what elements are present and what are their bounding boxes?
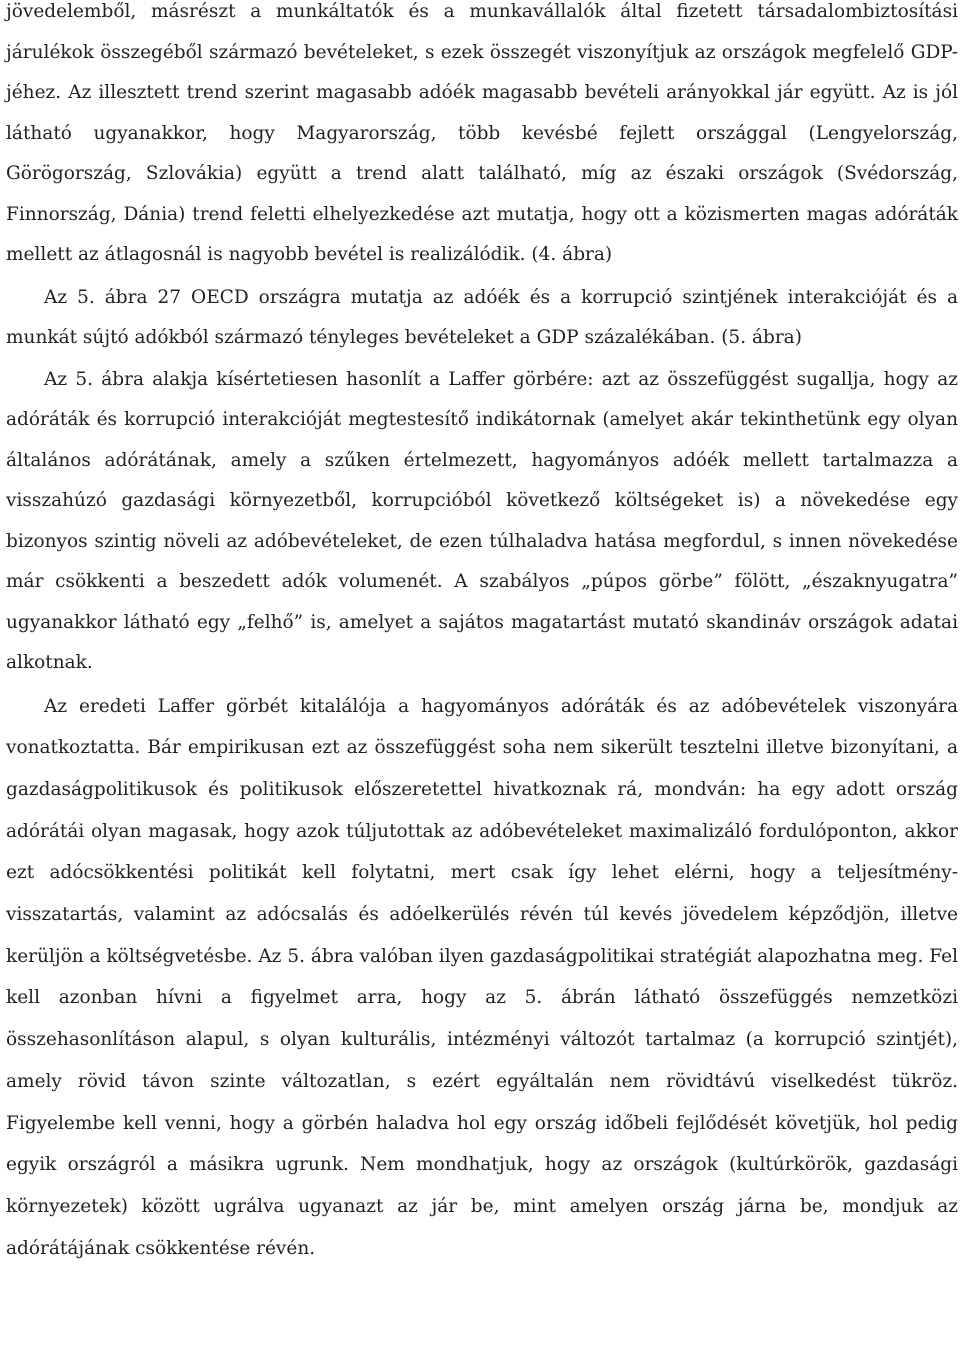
paragraph-tax-revenue-trend: jövedelemből, másrészt a munkáltatók és a munkavállalók által fizetett társadalombiztosítási járulékok összegéből származó bevételeket, s ezek összegét viszonyítjuk az országok megfelelő GDP-jéhez. Az illesztett trend szerint magasabb adóék magasabb bevételi arányokkal jár együtt. Az is jól látható ugyanakkor, hogy Magyarország, több kevésbé fejlett országgal (Lengyelország, Görögország, Szlovákia) együtt a trend alatt található, míg az északi országok (Svédország, Finnország, Dánia) trend feletti elhelyezkedése azt mutatja, hogy ott a közismerten magas adóráták mellett az átlagosnál is nagyobb bevétel is realizálódik. (4. ábra) [6, 1, 958, 265]
paragraph-figure-5-intro: Az 5. ábra 27 OECD országra mutatja az adóék és a korrupció szintjének interakcióját és a munkát sújtó adókból származó tényleges bevételeket a GDP százalékában. (5. ábra) [6, 286, 958, 348]
paragraph-laffer-shape: Az 5. ábra alakja kísértetiesen hasonlít a Laffer görbére: azt az összefüggést sugallja, hogy az adóráták és korrupció interakcióját megtestesítő indikátornak (amelyet akár tekinthetünk egy olyan általános adórátának, amely a szűken értelmezett, hagyományos adóék mellett tartalmazza a visszahúzó gazdasági környezetből, korrupcióból következő költségeket is) a növekedése egy bizonyos szintig növeli az adóbevételeket, de ezen túlhaladva hatása megfordul, s innen növekedése már csökkenti a beszedett adók volumenét. A szabályos „púpos görbe” fölött, „északnyugatra” ugyanakkor látható egy „felhő” is, amelyet a sajátos magatartást mutató skandináv országok adatai alkotnak. [6, 368, 958, 673]
paragraph-original-laffer: Az eredeti Laffer görbét kitalálója a hagyományos adóráták és az adóbevételek viszonyára vonatkoztatta. Bár empirikusan ezt az összefüggést soha nem sikerült tesztelni illetve bizonyítani, a gazdaságpolitikusok és politikusok előszeretettel hivatkoznak rá, mondván: ha egy adott ország adórátái olyan magasak, hogy azok túljutottak az adóbevételeket maximalizáló fordulóponton, akkor ezt adócsökkentési politikát kell folytatni, mert csak így lehet elérni, hogy a teljesítmény-visszatartás, valamint az adócsalás és adóelkerülés révén túl kevés jövedelem képződjön, illetve kerüljön a költségvetésbe. Az 5. ábra valóban ilyen gazdaságpolitikai stratégiát alapozhatna meg. Fel kell azonban hívni a figyelmet arra, hogy az 5. ábrán látható összefüggés nemzetközi összehasonlításon alapul, s olyan kulturális, intézményi változót tartalmaz (a korrupció szintjét), amely rövid távon szinte változatlan, s ezért egyáltalán nem rövidtávú viselkedést tükröz. Figyelembe kell venni, hogy a görbén haladva hol egy ország időbeli fejlődését követjük, hol pedig egyik országról a másikra ugrunk. Nem mondhatjuk, hogy az országok (kultúrkörök, gazdasági környezetek) között ugrálva ugyanazt az jár be, mint amelyen ország járna be, mondjuk az adórátájának csökkentése révén. [6, 695, 958, 1259]
document-page [6, 0, 958, 1269]
